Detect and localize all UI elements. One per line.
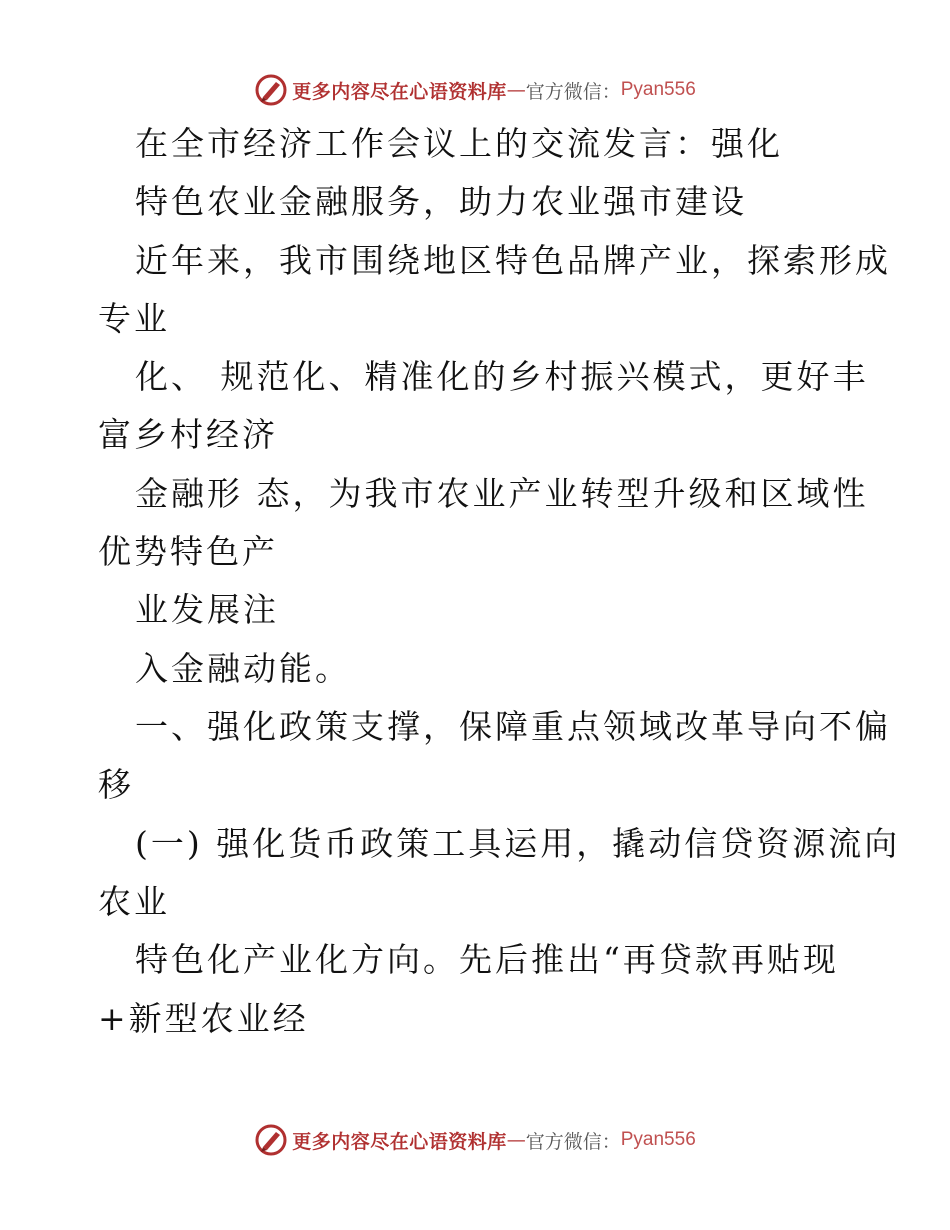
text-line: 特色化产业化方向。先后推出“再贷款再贴现 xyxy=(135,940,839,979)
watermark-main-text: 更多内容尽在心语资料库 xyxy=(292,80,507,103)
text-line: 化、 规范化、精准化的乡村振兴模式，更好丰 xyxy=(135,357,869,396)
text-line: 业发展注 xyxy=(135,590,279,629)
watermark-wechat-label: 官方微信： xyxy=(525,1130,621,1153)
text-line: 特色农业金融服务，助力农业强市建设 xyxy=(135,182,747,221)
text-line: 农业 xyxy=(98,882,170,921)
watermark-dash: — xyxy=(506,79,526,101)
text-line: 优势特色产 xyxy=(98,532,278,571)
watermark-footer xyxy=(0,1120,950,1160)
pen-logo-icon xyxy=(254,1123,288,1157)
text-line: 近年来，我市围绕地区特色品牌产业，探索形成 xyxy=(135,241,891,280)
text-line: 专业 xyxy=(98,299,170,338)
text-line: 一、强化政策支撑，保障重点领域改革导向不偏 xyxy=(135,707,891,746)
watermark-wechat-label: 官方微信： xyxy=(525,80,621,103)
watermark-header xyxy=(0,70,950,110)
text-line: (一) 强化货币政策工具运用，撬动信贷资源流向 xyxy=(135,824,901,863)
watermark-dash: — xyxy=(506,1129,526,1151)
text-line: 入金融动能。 xyxy=(135,649,351,688)
text-line: 在全市经济工作会议上的交流发言：强化 xyxy=(135,124,783,163)
watermark-wechat-id: Pyan556 xyxy=(620,1129,696,1150)
text-line: 金融形 态，为我市农业产业转型升级和区域性 xyxy=(135,474,869,513)
text-line: 富乡村经济 xyxy=(98,415,278,454)
watermark-main-text: 更多内容尽在心语资料库 xyxy=(292,1130,507,1153)
watermark-wechat-id: Pyan556 xyxy=(620,79,696,100)
text-line: +新型农业经 xyxy=(98,999,309,1038)
pen-logo-icon xyxy=(254,73,288,107)
text-line: 移 xyxy=(98,765,134,804)
